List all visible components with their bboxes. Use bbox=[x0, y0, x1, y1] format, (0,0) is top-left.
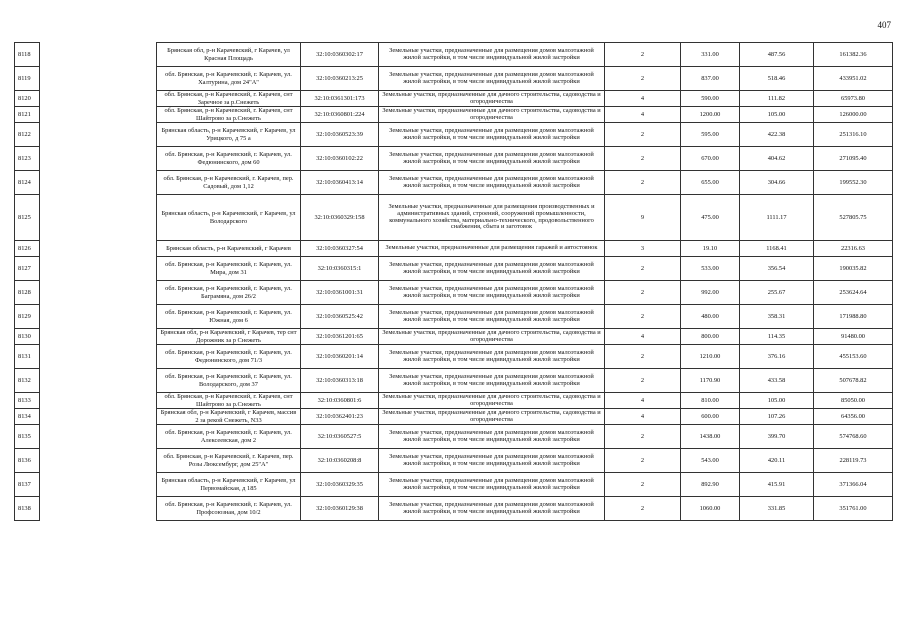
spacer-cell bbox=[40, 43, 157, 67]
cadastral-value-cell: 228119.73 bbox=[814, 449, 893, 473]
address-cell: Брянская область, р-н Карачевский, г Карачев, ул Урицкого, д 75 а bbox=[157, 123, 301, 147]
group-cell: 2 bbox=[605, 369, 681, 393]
table-row bbox=[15, 409, 893, 425]
cadastral-number-cell: 32:10:0360327:54 bbox=[301, 241, 379, 257]
cadastral-number-cell: 32:10:0360302:17 bbox=[301, 43, 379, 67]
cadastral-number-cell: 32:10:0360208:8 bbox=[301, 449, 379, 473]
group-cell: 2 bbox=[605, 171, 681, 195]
specific-value-cell: 404.62 bbox=[740, 147, 814, 171]
group-cell: 2 bbox=[605, 123, 681, 147]
address-cell: обл. Брянская, р-н Карачевский, г. Карачев, ул. Федюнинского, дом 60 bbox=[157, 147, 301, 171]
table-row bbox=[15, 305, 893, 329]
spacer-cell bbox=[40, 171, 157, 195]
land-purpose-cell: Земельные участки, предназначенные для размещения домов малоэтажной жилой застройки, в том числе индивидуальной жилой застройки bbox=[379, 425, 605, 449]
specific-value-cell: 422.38 bbox=[740, 123, 814, 147]
area-cell: 892.90 bbox=[681, 473, 740, 497]
spacer-cell bbox=[40, 409, 157, 425]
cadastral-number-cell: 32:10:0361301:173 bbox=[301, 91, 379, 107]
table-row bbox=[15, 241, 893, 257]
table-row bbox=[15, 497, 893, 521]
group-cell: 4 bbox=[605, 409, 681, 425]
specific-value-cell: 114.35 bbox=[740, 329, 814, 345]
cadastral-value-cell: 161382.36 bbox=[814, 43, 893, 67]
cadastral-value-table bbox=[14, 42, 892, 521]
cadastral-value-cell: 22316.63 bbox=[814, 241, 893, 257]
address-cell: Брянская обл, р-н Карачевский, г Карачев, ул Красная Площадь bbox=[157, 43, 301, 67]
row-number: 8120 bbox=[15, 91, 40, 107]
spacer-cell bbox=[40, 241, 157, 257]
land-purpose-cell: Земельные участки, предназначенные для размещения домов малоэтажной жилой застройки, в том числе индивидуальной жилой застройки bbox=[379, 123, 605, 147]
cadastral-value-cell: 351761.00 bbox=[814, 497, 893, 521]
row-number: 8137 bbox=[15, 473, 40, 497]
cadastral-number-cell: 32:10:0361001:31 bbox=[301, 281, 379, 305]
specific-value-cell: 415.91 bbox=[740, 473, 814, 497]
spacer-cell bbox=[40, 473, 157, 497]
spacer-cell bbox=[40, 369, 157, 393]
row-number: 8125 bbox=[15, 195, 40, 241]
land-purpose-cell: Земельные участки, предназначенные для размещения домов малоэтажной жилой застройки, в том числе индивидуальной жилой застройки bbox=[379, 67, 605, 91]
cadastral-number-cell: 32:10:0360201:14 bbox=[301, 345, 379, 369]
address-cell: Брянская область, р-н Карачевский, г Карачев, ул Володарского bbox=[157, 195, 301, 241]
area-cell: 1438.00 bbox=[681, 425, 740, 449]
address-cell: обл. Брянская, р-н Карачевский, г. Карачев, снт Шайтрово за р.Снежеть bbox=[157, 393, 301, 409]
row-number: 8138 bbox=[15, 497, 40, 521]
land-purpose-cell: Земельные участки, предназначенные для размещения домов малоэтажной жилой застройки, в том числе индивидуальной жилой застройки bbox=[379, 369, 605, 393]
table-row bbox=[15, 195, 893, 241]
spacer-cell bbox=[40, 305, 157, 329]
cadastral-value-cell: 199552.30 bbox=[814, 171, 893, 195]
cadastral-value-cell: 65973.80 bbox=[814, 91, 893, 107]
row-number: 8136 bbox=[15, 449, 40, 473]
table-row bbox=[15, 67, 893, 91]
cadastral-value-cell: 171988.80 bbox=[814, 305, 893, 329]
area-cell: 670.00 bbox=[681, 147, 740, 171]
row-number: 8119 bbox=[15, 67, 40, 91]
table-row bbox=[15, 449, 893, 473]
cadastral-number-cell: 32:10:0361201:65 bbox=[301, 329, 379, 345]
address-cell: обл. Брянская, р-н Карачевский, г. Карачев, ул. Володарского, дом 37 bbox=[157, 369, 301, 393]
table-row bbox=[15, 281, 893, 305]
land-purpose-cell: Земельные участки, предназначенные для размещения домов малоэтажной жилой застройки, в том числе индивидуальной жилой застройки bbox=[379, 473, 605, 497]
spacer-cell bbox=[40, 195, 157, 241]
group-cell: 2 bbox=[605, 43, 681, 67]
cadastral-value-cell: 64356.00 bbox=[814, 409, 893, 425]
row-number: 8132 bbox=[15, 369, 40, 393]
land-purpose-cell: Земельные участки, предназначенные для размещения домов малоэтажной жилой застройки, в том числе индивидуальной жилой застройки bbox=[379, 305, 605, 329]
group-cell: 3 bbox=[605, 241, 681, 257]
area-cell: 595.00 bbox=[681, 123, 740, 147]
row-number: 8128 bbox=[15, 281, 40, 305]
group-cell: 4 bbox=[605, 393, 681, 409]
spacer-cell bbox=[40, 123, 157, 147]
group-cell: 2 bbox=[605, 147, 681, 171]
area-cell: 590.00 bbox=[681, 91, 740, 107]
specific-value-cell: 1168.41 bbox=[740, 241, 814, 257]
cadastral-number-cell: 32:10:0360527:5 bbox=[301, 425, 379, 449]
cadastral-value-cell: 190035.82 bbox=[814, 257, 893, 281]
address-cell: обл. Брянская, р-н Карачевский, г. Карачев, снт Заречное за р.Снежеть bbox=[157, 91, 301, 107]
cadastral-value-cell: 126000.00 bbox=[814, 107, 893, 123]
land-purpose-cell: Земельные участки, предназначенные для размещения домов малоэтажной жилой застройки, в том числе индивидуальной жилой застройки bbox=[379, 257, 605, 281]
cadastral-value-cell: 91480.00 bbox=[814, 329, 893, 345]
area-cell: 600.00 bbox=[681, 409, 740, 425]
cadastral-value-cell: 507678.82 bbox=[814, 369, 893, 393]
group-cell: 2 bbox=[605, 497, 681, 521]
address-cell: Брянская обл, р-н Карачевский, г Карачев, тер снт Дорожник за р Снежеть bbox=[157, 329, 301, 345]
row-number: 8129 bbox=[15, 305, 40, 329]
cadastral-value-cell: 271095.40 bbox=[814, 147, 893, 171]
land-purpose-cell: Земельные участки, предназначенные для размещения домов малоэтажной жилой застройки, в том числе индивидуальной жилой застройки bbox=[379, 449, 605, 473]
cadastral-number-cell: 32:10:0360213:25 bbox=[301, 67, 379, 91]
specific-value-cell: 105.00 bbox=[740, 107, 814, 123]
row-number: 8122 bbox=[15, 123, 40, 147]
table-row bbox=[15, 123, 893, 147]
spacer-cell bbox=[40, 257, 157, 281]
address-cell: обл. Брянская, р-н Карачевский, г. Карачев, ул. Халтурина, дом 24"А" bbox=[157, 67, 301, 91]
specific-value-cell: 420.11 bbox=[740, 449, 814, 473]
table-row bbox=[15, 43, 893, 67]
cadastral-number-cell: 32:10:0360801:224 bbox=[301, 107, 379, 123]
area-cell: 837.00 bbox=[681, 67, 740, 91]
cadastral-number-cell: 32:10:0360102:22 bbox=[301, 147, 379, 171]
area-cell: 655.00 bbox=[681, 171, 740, 195]
row-number: 8133 bbox=[15, 393, 40, 409]
address-cell: обл. Брянская, р-н Карачевский, г. Карачев, пер. Розы Люксембург, дом 25"А" bbox=[157, 449, 301, 473]
row-number: 8131 bbox=[15, 345, 40, 369]
address-cell: обл. Брянская, р-н Карачевский, г. Карачев, пер. Садовый, дом 1,12 bbox=[157, 171, 301, 195]
specific-value-cell: 356.54 bbox=[740, 257, 814, 281]
cadastral-value-cell: 371366.04 bbox=[814, 473, 893, 497]
cadastral-number-cell: 32:10:0362401:23 bbox=[301, 409, 379, 425]
land-purpose-cell: Земельные участки, предназначенные для размещения домов малоэтажной жилой застройки, в том числе индивидуальной жилой застройки bbox=[379, 345, 605, 369]
cadastral-value-cell: 574768.60 bbox=[814, 425, 893, 449]
specific-value-cell: 304.66 bbox=[740, 171, 814, 195]
row-number: 8134 bbox=[15, 409, 40, 425]
table-row bbox=[15, 425, 893, 449]
land-purpose-cell: Земельные участки, предназначенные для дачного строительства, садоводства и огородничества bbox=[379, 393, 605, 409]
cadastral-value-cell: 253624.64 bbox=[814, 281, 893, 305]
land-purpose-cell: Земельные участки, предназначенные для размещения домов малоэтажной жилой застройки, в том числе индивидуальной жилой застройки bbox=[379, 171, 605, 195]
area-cell: 1170.90 bbox=[681, 369, 740, 393]
specific-value-cell: 358.31 bbox=[740, 305, 814, 329]
land-purpose-cell: Земельные участки, предназначенные для дачного строительства, садоводства и огородничества bbox=[379, 329, 605, 345]
cadastral-number-cell: 32:10:0360801:6 bbox=[301, 393, 379, 409]
row-number: 8130 bbox=[15, 329, 40, 345]
table-row bbox=[15, 257, 893, 281]
land-purpose-cell: Земельные участки, предназначенные для дачного строительства, садоводства и огородничества bbox=[379, 91, 605, 107]
table-row bbox=[15, 329, 893, 345]
area-cell: 1060.00 bbox=[681, 497, 740, 521]
group-cell: 2 bbox=[605, 449, 681, 473]
address-cell: обл. Брянская, р-н Карачевский, г. Карачев, ул. Мира, дом 31 bbox=[157, 257, 301, 281]
spacer-cell bbox=[40, 147, 157, 171]
spacer-cell bbox=[40, 329, 157, 345]
area-cell: 1210.00 bbox=[681, 345, 740, 369]
spacer-cell bbox=[40, 449, 157, 473]
land-purpose-cell: Земельные участки, предназначенные для размещения домов малоэтажной жилой застройки, в том числе индивидуальной жилой застройки bbox=[379, 497, 605, 521]
group-cell: 4 bbox=[605, 329, 681, 345]
row-number: 8124 bbox=[15, 171, 40, 195]
address-cell: Брянская область, р-н Карачевский, г Карачев bbox=[157, 241, 301, 257]
table-row bbox=[15, 369, 893, 393]
cadastral-value-cell: 85050.00 bbox=[814, 393, 893, 409]
group-cell: 2 bbox=[605, 345, 681, 369]
land-purpose-cell: Земельные участки, предназначенные для размещения гаражей и автостоянок bbox=[379, 241, 605, 257]
table-row bbox=[15, 107, 893, 123]
specific-value-cell: 518.46 bbox=[740, 67, 814, 91]
group-cell: 2 bbox=[605, 281, 681, 305]
cadastral-number-cell: 32:10:0360129:38 bbox=[301, 497, 379, 521]
address-cell: обл. Брянская, р-н Карачевский, г. Карачев, ул. Федюнинского, дом 71/3 bbox=[157, 345, 301, 369]
group-cell: 4 bbox=[605, 91, 681, 107]
cadastral-number-cell: 32:10:0360523:39 bbox=[301, 123, 379, 147]
spacer-cell bbox=[40, 107, 157, 123]
spacer-cell bbox=[40, 281, 157, 305]
cadastral-number-cell: 32:10:0360525:42 bbox=[301, 305, 379, 329]
spacer-cell bbox=[40, 425, 157, 449]
cadastral-number-cell: 32:10:0360329:158 bbox=[301, 195, 379, 241]
page-number: 407 bbox=[877, 20, 891, 30]
spacer-cell bbox=[40, 91, 157, 107]
specific-value-cell: 487.56 bbox=[740, 43, 814, 67]
area-cell: 1200.00 bbox=[681, 107, 740, 123]
address-cell: Брянская область, р-н Карачевский, г Карачев, ул Первомайская, д 185 bbox=[157, 473, 301, 497]
group-cell: 2 bbox=[605, 305, 681, 329]
land-purpose-cell: Земельные участки, предназначенные для размещения домов малоэтажной жилой застройки, в том числе индивидуальной жилой застройки bbox=[379, 281, 605, 305]
table-row bbox=[15, 147, 893, 171]
area-cell: 475.00 bbox=[681, 195, 740, 241]
table-row bbox=[15, 91, 893, 107]
row-number: 8121 bbox=[15, 107, 40, 123]
spacer-cell bbox=[40, 345, 157, 369]
land-purpose-cell: Земельные участки, предназначенные для дачного строительства, садоводства и огородничества bbox=[379, 409, 605, 425]
land-purpose-cell: Земельные участки, предназначенные для размещения производственных и административных зданий, строений, сооружений промышленности, коммунального хозяйства, материально-технического, продовольственного снабжения, сбыта и заготовок bbox=[379, 195, 605, 241]
cadastral-number-cell: 32:10:0360313:18 bbox=[301, 369, 379, 393]
row-number: 8135 bbox=[15, 425, 40, 449]
specific-value-cell: 255.67 bbox=[740, 281, 814, 305]
address-cell: обл. Брянская, р-н Карачевский, г. Карачев, снт Шайтрово за р.Снежеть bbox=[157, 107, 301, 123]
cadastral-value-cell: 433951.02 bbox=[814, 67, 893, 91]
spacer-cell bbox=[40, 497, 157, 521]
area-cell: 992.00 bbox=[681, 281, 740, 305]
row-number: 8123 bbox=[15, 147, 40, 171]
address-cell: Брянская обл, р-н Карачевский, г Карачев, массив 2 за рекой Снежеть, N33 bbox=[157, 409, 301, 425]
group-cell: 4 bbox=[605, 107, 681, 123]
specific-value-cell: 1111.17 bbox=[740, 195, 814, 241]
area-cell: 19.10 bbox=[681, 241, 740, 257]
cadastral-value-cell: 527805.75 bbox=[814, 195, 893, 241]
address-cell: обл. Брянская, р-н Карачевский, г. Карачев, ул. Профсоюзная, дом 10/2 bbox=[157, 497, 301, 521]
group-cell: 2 bbox=[605, 425, 681, 449]
area-cell: 800.00 bbox=[681, 329, 740, 345]
specific-value-cell: 105.00 bbox=[740, 393, 814, 409]
cadastral-number-cell: 32:10:0360413:14 bbox=[301, 171, 379, 195]
specific-value-cell: 111.82 bbox=[740, 91, 814, 107]
cadastral-number-cell: 32:10:0360329:35 bbox=[301, 473, 379, 497]
cadastral-number-cell: 32:10:0360315:1 bbox=[301, 257, 379, 281]
group-cell: 2 bbox=[605, 473, 681, 497]
spacer-cell bbox=[40, 67, 157, 91]
cadastral-value-cell: 251316.10 bbox=[814, 123, 893, 147]
area-cell: 810.00 bbox=[681, 393, 740, 409]
spacer-cell bbox=[40, 393, 157, 409]
row-number: 8126 bbox=[15, 241, 40, 257]
row-number: 8118 bbox=[15, 43, 40, 67]
area-cell: 480.00 bbox=[681, 305, 740, 329]
area-cell: 331.00 bbox=[681, 43, 740, 67]
specific-value-cell: 399.70 bbox=[740, 425, 814, 449]
group-cell: 9 bbox=[605, 195, 681, 241]
land-purpose-cell: Земельные участки, предназначенные для дачного строительства, садоводства и огородничества bbox=[379, 107, 605, 123]
table-row bbox=[15, 393, 893, 409]
specific-value-cell: 376.16 bbox=[740, 345, 814, 369]
table-row bbox=[15, 473, 893, 497]
table-row bbox=[15, 171, 893, 195]
row-number: 8127 bbox=[15, 257, 40, 281]
area-cell: 543.00 bbox=[681, 449, 740, 473]
specific-value-cell: 107.26 bbox=[740, 409, 814, 425]
group-cell: 2 bbox=[605, 67, 681, 91]
area-cell: 533.00 bbox=[681, 257, 740, 281]
address-cell: обл. Брянская, р-н Карачевский, г. Карачев, ул. Баграмяна, дом 26/2 bbox=[157, 281, 301, 305]
land-purpose-cell: Земельные участки, предназначенные для размещения домов малоэтажной жилой застройки, в том числе индивидуальной жилой застройки bbox=[379, 43, 605, 67]
address-cell: обл. Брянская, р-н Карачевский, г. Карачев, ул. Алексеевская, дом 2 bbox=[157, 425, 301, 449]
group-cell: 2 bbox=[605, 257, 681, 281]
specific-value-cell: 433.58 bbox=[740, 369, 814, 393]
table-row bbox=[15, 345, 893, 369]
specific-value-cell: 331.85 bbox=[740, 497, 814, 521]
address-cell: обл. Брянская, р-н Карачевский, г. Карачев, ул. Южная, дом 6 bbox=[157, 305, 301, 329]
cadastral-value-cell: 455153.60 bbox=[814, 345, 893, 369]
land-purpose-cell: Земельные участки, предназначенные для размещения домов малоэтажной жилой застройки, в том числе индивидуальной жилой застройки bbox=[379, 147, 605, 171]
